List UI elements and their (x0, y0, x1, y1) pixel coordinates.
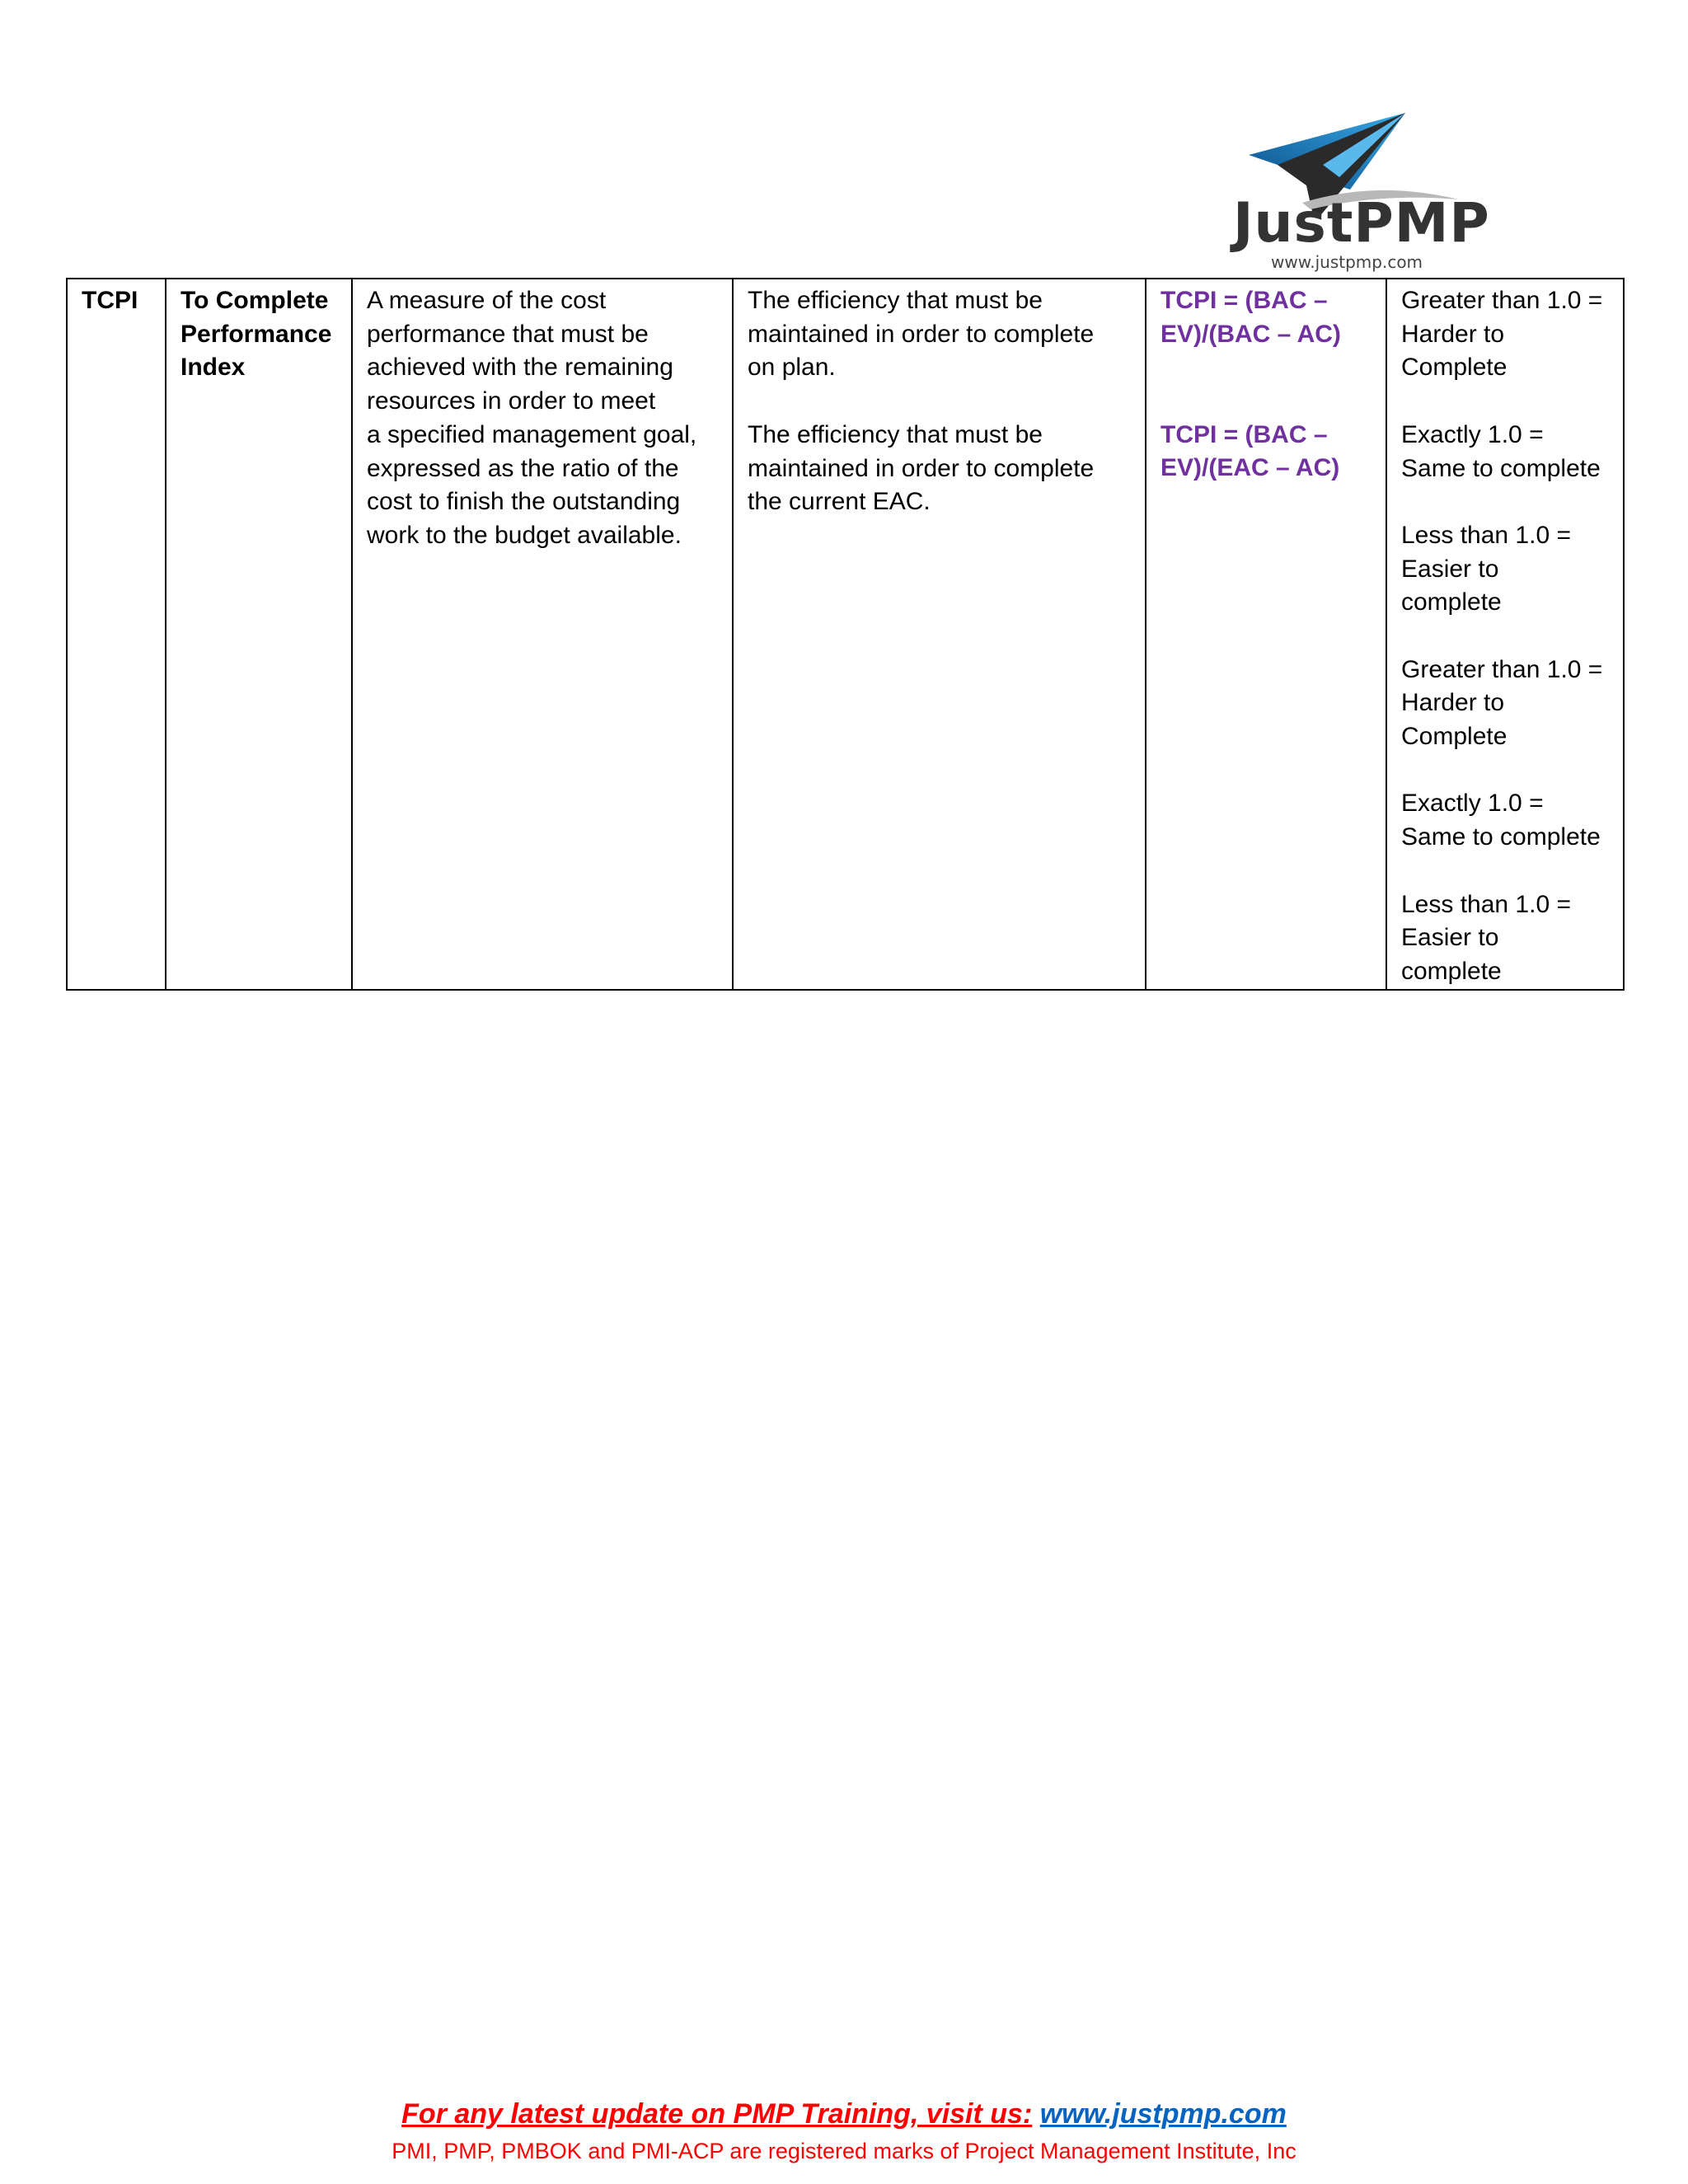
definition-line: performance that must be (367, 320, 649, 348)
interpretation-cell (1386, 279, 1624, 990)
interpretation-line: Complete (1401, 723, 1507, 751)
formula-line: TCPI = (BAC – (1160, 420, 1328, 448)
table-row (67, 279, 1624, 990)
interpretation-line: Complete (1401, 354, 1507, 382)
name-cell (166, 279, 352, 990)
name-line: Performance (181, 320, 332, 348)
efficiency-line: The efficiency that must be (748, 420, 1043, 448)
logo-url: www.justpmp.com (1271, 252, 1423, 272)
metrics-table (66, 278, 1625, 991)
interpretation-line: Greater than 1.0 = (1401, 287, 1603, 314)
efficiency-cell (733, 279, 1146, 990)
name-line: To Complete (181, 287, 329, 314)
interpretation-line: complete (1401, 588, 1502, 616)
definition-cell (352, 279, 733, 990)
interpretation-line: complete (1401, 957, 1502, 985)
footer-trademark: PMI, PMP, PMBOK and PMI-ACP are registered marks of Project Management Institute, Inc (392, 2139, 1296, 2163)
formula-line: TCPI = (BAC – (1160, 287, 1328, 314)
footer-prompt: For any latest update on PMP Training, visit us: (401, 2098, 1033, 2130)
interpretation-line: Exactly 1.0 = (1401, 420, 1544, 448)
justpmp-logo (1228, 107, 1490, 276)
definition-line: achieved with the remaining (367, 354, 673, 382)
interpretation-line: Easier to (1401, 924, 1499, 952)
interpretation-line: Easier to (1401, 555, 1499, 583)
efficiency-line: maintained in order to complete (748, 320, 1095, 348)
acronym-cell (67, 279, 166, 990)
interpretation-line: Harder to (1401, 320, 1505, 348)
formula-line: EV)/(BAC – AC) (1160, 320, 1341, 348)
formula-cell (1146, 279, 1386, 990)
definition-line: a specified management goal, (367, 420, 697, 448)
interpretation-line: Greater than 1.0 = (1401, 655, 1603, 683)
efficiency-line: on plan. (748, 354, 836, 382)
interpretation-line: Same to complete (1401, 454, 1601, 482)
name-line: Index (181, 354, 246, 382)
interpretation-line: Less than 1.0 = (1401, 890, 1571, 918)
logo-wordmark: JustPMP (1233, 191, 1490, 255)
efficiency-line: The efficiency that must be (748, 287, 1043, 314)
footer-promo (0, 2097, 1688, 2130)
interpretation-line: Same to complete (1401, 823, 1601, 851)
definition-line: cost to finish the outstanding (367, 488, 681, 516)
interpretation-line: Less than 1.0 = (1401, 521, 1571, 549)
efficiency-line: the current EAC. (748, 488, 931, 516)
acronym: TCPI (82, 287, 138, 314)
definition-line: A measure of the cost (367, 287, 607, 314)
efficiency-line: maintained in order to complete (748, 454, 1095, 482)
definition-line: resources in order to meet (367, 387, 656, 415)
definition-line: work to the budget available. (367, 521, 682, 549)
interpretation-line: Harder to (1401, 689, 1505, 717)
formula-line: EV)/(EAC – AC) (1160, 454, 1340, 482)
interpretation-line: Exactly 1.0 = (1401, 790, 1544, 818)
footer-link[interactable]: www.justpmp.com (1039, 2098, 1287, 2130)
definition-line: expressed as the ratio of the (367, 454, 679, 482)
